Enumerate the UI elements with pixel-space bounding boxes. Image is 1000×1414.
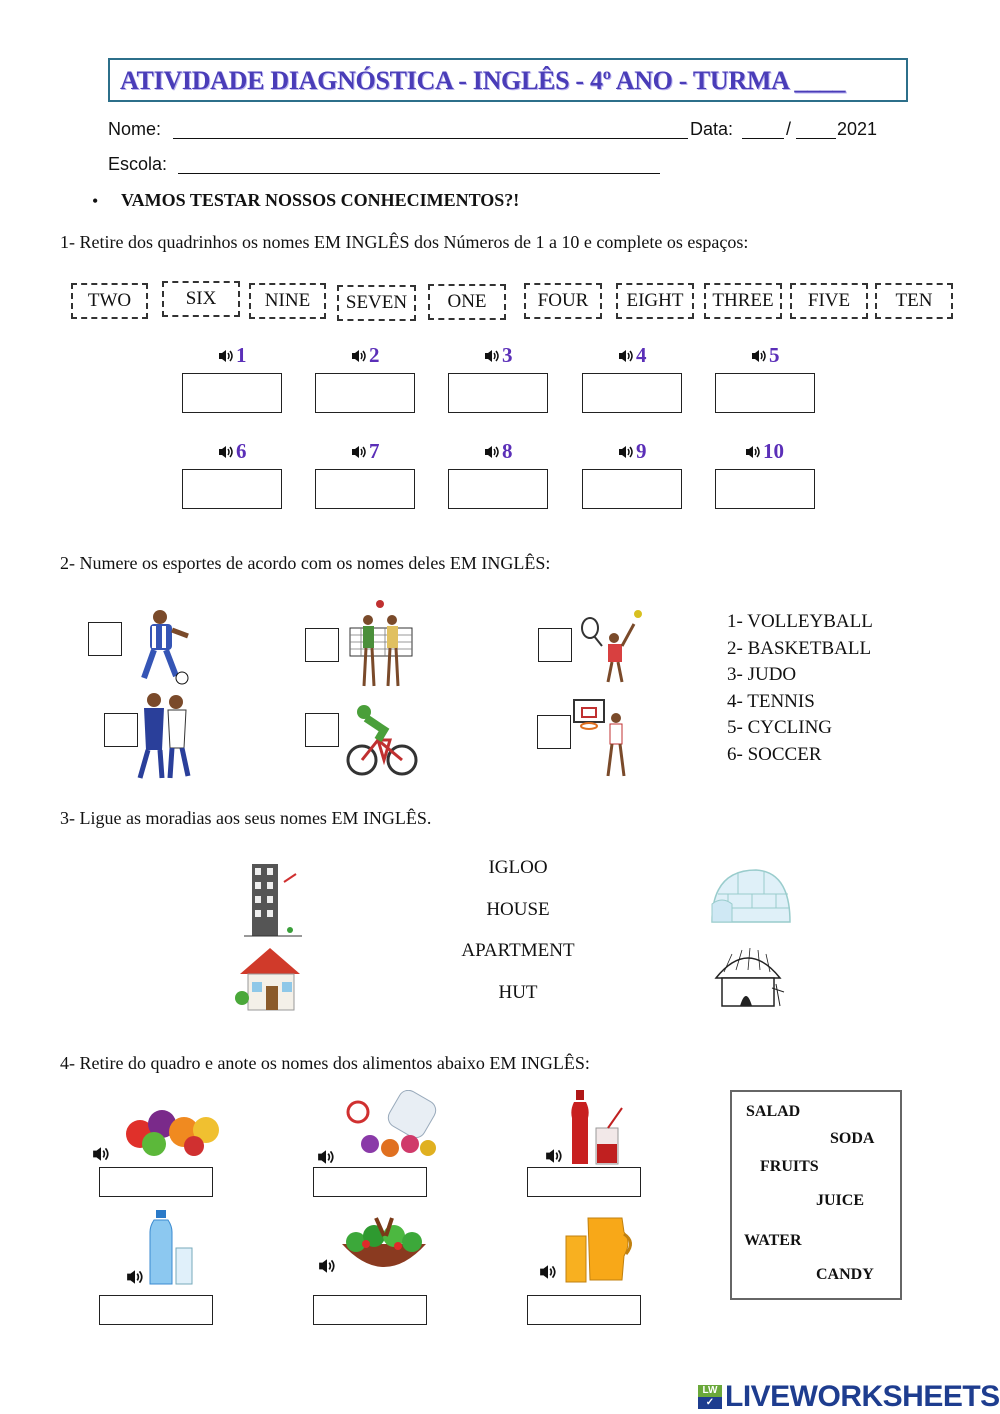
- bullet-icon: •: [92, 191, 99, 211]
- basketball-player-icon: [572, 698, 642, 778]
- apartment-building-icon: [240, 860, 304, 938]
- number-label[interactable]: 6: [218, 439, 247, 464]
- word-card[interactable]: TWO: [71, 283, 148, 319]
- word-card[interactable]: SEVEN: [337, 285, 416, 321]
- food-answer-input[interactable]: [313, 1167, 427, 1197]
- word-card[interactable]: SIX: [162, 281, 240, 317]
- answer-input[interactable]: [448, 469, 548, 509]
- speaker-icon[interactable]: [90, 1145, 112, 1163]
- data-day-line[interactable]: [742, 138, 784, 139]
- house-icon: [234, 944, 306, 1014]
- liveworksheets-logo[interactable]: [698, 1380, 1000, 1414]
- word-card[interactable]: FOUR: [524, 283, 602, 319]
- food-answer-input[interactable]: [527, 1167, 641, 1197]
- sports-list-item: 5- CYCLING: [727, 717, 833, 738]
- food-word: FRUITS: [760, 1158, 819, 1175]
- speaker-icon[interactable]: [218, 444, 234, 460]
- food-word: SALAD: [746, 1103, 801, 1120]
- dwelling-word[interactable]: APARTMENT: [461, 940, 575, 961]
- number-label[interactable]: 7: [351, 439, 380, 464]
- speaker-icon[interactable]: [618, 444, 634, 460]
- data-month-line[interactable]: [796, 138, 836, 139]
- sport-number-input[interactable]: [305, 628, 339, 662]
- dwelling-word[interactable]: HUT: [498, 982, 538, 1003]
- answer-input[interactable]: [715, 469, 815, 509]
- logo-text: LIVEWORKSHEETS: [725, 1380, 1000, 1413]
- answer-input[interactable]: [182, 373, 282, 413]
- number-label[interactable]: 8: [484, 439, 513, 464]
- number-label[interactable]: 5: [751, 343, 780, 368]
- word-card[interactable]: FIVE: [790, 283, 868, 319]
- fruits-icon: [118, 1100, 226, 1156]
- juice-icon: [562, 1212, 638, 1284]
- escola-label: Escola:: [108, 154, 168, 174]
- number-label[interactable]: 9: [618, 439, 647, 464]
- food-word: WATER: [744, 1232, 802, 1249]
- food-word: JUICE: [816, 1192, 865, 1209]
- word-card[interactable]: ONE: [428, 284, 506, 320]
- tennis-player-icon: [574, 604, 646, 684]
- food-answer-input[interactable]: [99, 1167, 213, 1197]
- speaker-icon[interactable]: [484, 444, 500, 460]
- speaker-icon[interactable]: [618, 348, 634, 364]
- sport-number-input[interactable]: [88, 622, 122, 656]
- sports-list: [727, 609, 873, 768]
- data-year: 2021: [837, 119, 878, 139]
- food-answer-input[interactable]: [313, 1295, 427, 1325]
- salad-icon: [336, 1214, 432, 1276]
- food-word: SODA: [830, 1130, 875, 1147]
- hut-icon: [712, 944, 788, 1010]
- speaker-icon[interactable]: [315, 1148, 337, 1166]
- speaker-icon[interactable]: [484, 348, 500, 364]
- number-label[interactable]: 3: [484, 343, 513, 368]
- speaker-icon[interactable]: [537, 1263, 559, 1281]
- escola-line[interactable]: [178, 173, 660, 174]
- speaker-icon[interactable]: [316, 1257, 338, 1275]
- speaker-icon[interactable]: [543, 1147, 565, 1165]
- answer-input[interactable]: [315, 469, 415, 509]
- word-card[interactable]: TEN: [875, 283, 953, 319]
- nome-label: Nome:: [108, 119, 162, 139]
- cyclist-icon: [344, 700, 418, 778]
- data-label: Data:: [690, 119, 734, 139]
- sport-number-input[interactable]: [305, 713, 339, 747]
- food-word: CANDY: [816, 1266, 874, 1283]
- word-card[interactable]: EIGHT: [616, 283, 694, 319]
- data-separator: /: [786, 119, 792, 139]
- intro-heading: VAMOS TESTAR NOSSOS CONHECIMENTOS?!: [121, 190, 520, 210]
- sport-number-input[interactable]: [538, 628, 572, 662]
- number-label[interactable]: 1: [218, 343, 247, 368]
- speaker-icon[interactable]: [745, 444, 761, 460]
- water-icon: [146, 1208, 196, 1288]
- q3-prompt: 3- Ligue as moradias aos seus nomes EM INGLÊS.: [60, 808, 432, 828]
- page-title: ATIVIDADE DIAGNÓSTICA - INGLÊS - 4º ANO - TURMA ____: [120, 66, 846, 95]
- q2-prompt: 2- Numere os esportes de acordo com os nomes deles EM INGLÊS:: [60, 553, 551, 573]
- number-label[interactable]: 4: [618, 343, 647, 368]
- sports-list-item: 1- VOLLEYBALL: [727, 611, 873, 632]
- candy-icon: [340, 1090, 440, 1162]
- soda-icon: [564, 1088, 630, 1166]
- speaker-icon[interactable]: [351, 348, 367, 364]
- volleyball-players-icon: [346, 600, 418, 690]
- dwelling-word[interactable]: HOUSE: [486, 899, 550, 920]
- food-answer-input[interactable]: [99, 1295, 213, 1325]
- answer-input[interactable]: [715, 373, 815, 413]
- food-answer-input[interactable]: [527, 1295, 641, 1325]
- answer-input[interactable]: [582, 373, 682, 413]
- speaker-icon[interactable]: [218, 348, 234, 364]
- speaker-icon[interactable]: [124, 1268, 146, 1286]
- judo-players-icon: [132, 690, 194, 782]
- speaker-icon[interactable]: [351, 444, 367, 460]
- q4-prompt: 4- Retire do quadro e anote os nomes dos alimentos abaixo EM INGLÊS:: [60, 1053, 590, 1073]
- number-label[interactable]: 2: [351, 343, 380, 368]
- answer-input[interactable]: [315, 373, 415, 413]
- sports-list-item: 3- JUDO: [727, 664, 797, 685]
- sport-number-input[interactable]: [537, 715, 571, 749]
- soccer-player-icon: [132, 608, 194, 686]
- q1-prompt: 1- Retire dos quadrinhos os nomes EM INGLÊS dos Números de 1 a 10 e complete os espaços:: [60, 232, 749, 252]
- nome-line[interactable]: [173, 138, 688, 139]
- answer-input[interactable]: [582, 469, 682, 509]
- sports-list-item: 2- BASKETBALL: [727, 637, 872, 659]
- dwelling-word[interactable]: IGLOO: [488, 857, 548, 878]
- speaker-icon[interactable]: [751, 348, 767, 364]
- igloo-icon: [708, 864, 792, 926]
- number-label[interactable]: 10: [745, 439, 784, 464]
- logo-badge-icon: LW ✓: [698, 1385, 722, 1409]
- sports-list-item: 4- TENNIS: [727, 690, 815, 712]
- answer-input[interactable]: [182, 469, 282, 509]
- answer-input[interactable]: [448, 373, 548, 413]
- sports-list-item: 6- SOCCER: [727, 743, 822, 765]
- word-card[interactable]: NINE: [249, 283, 326, 319]
- word-card[interactable]: THREE: [704, 283, 782, 319]
